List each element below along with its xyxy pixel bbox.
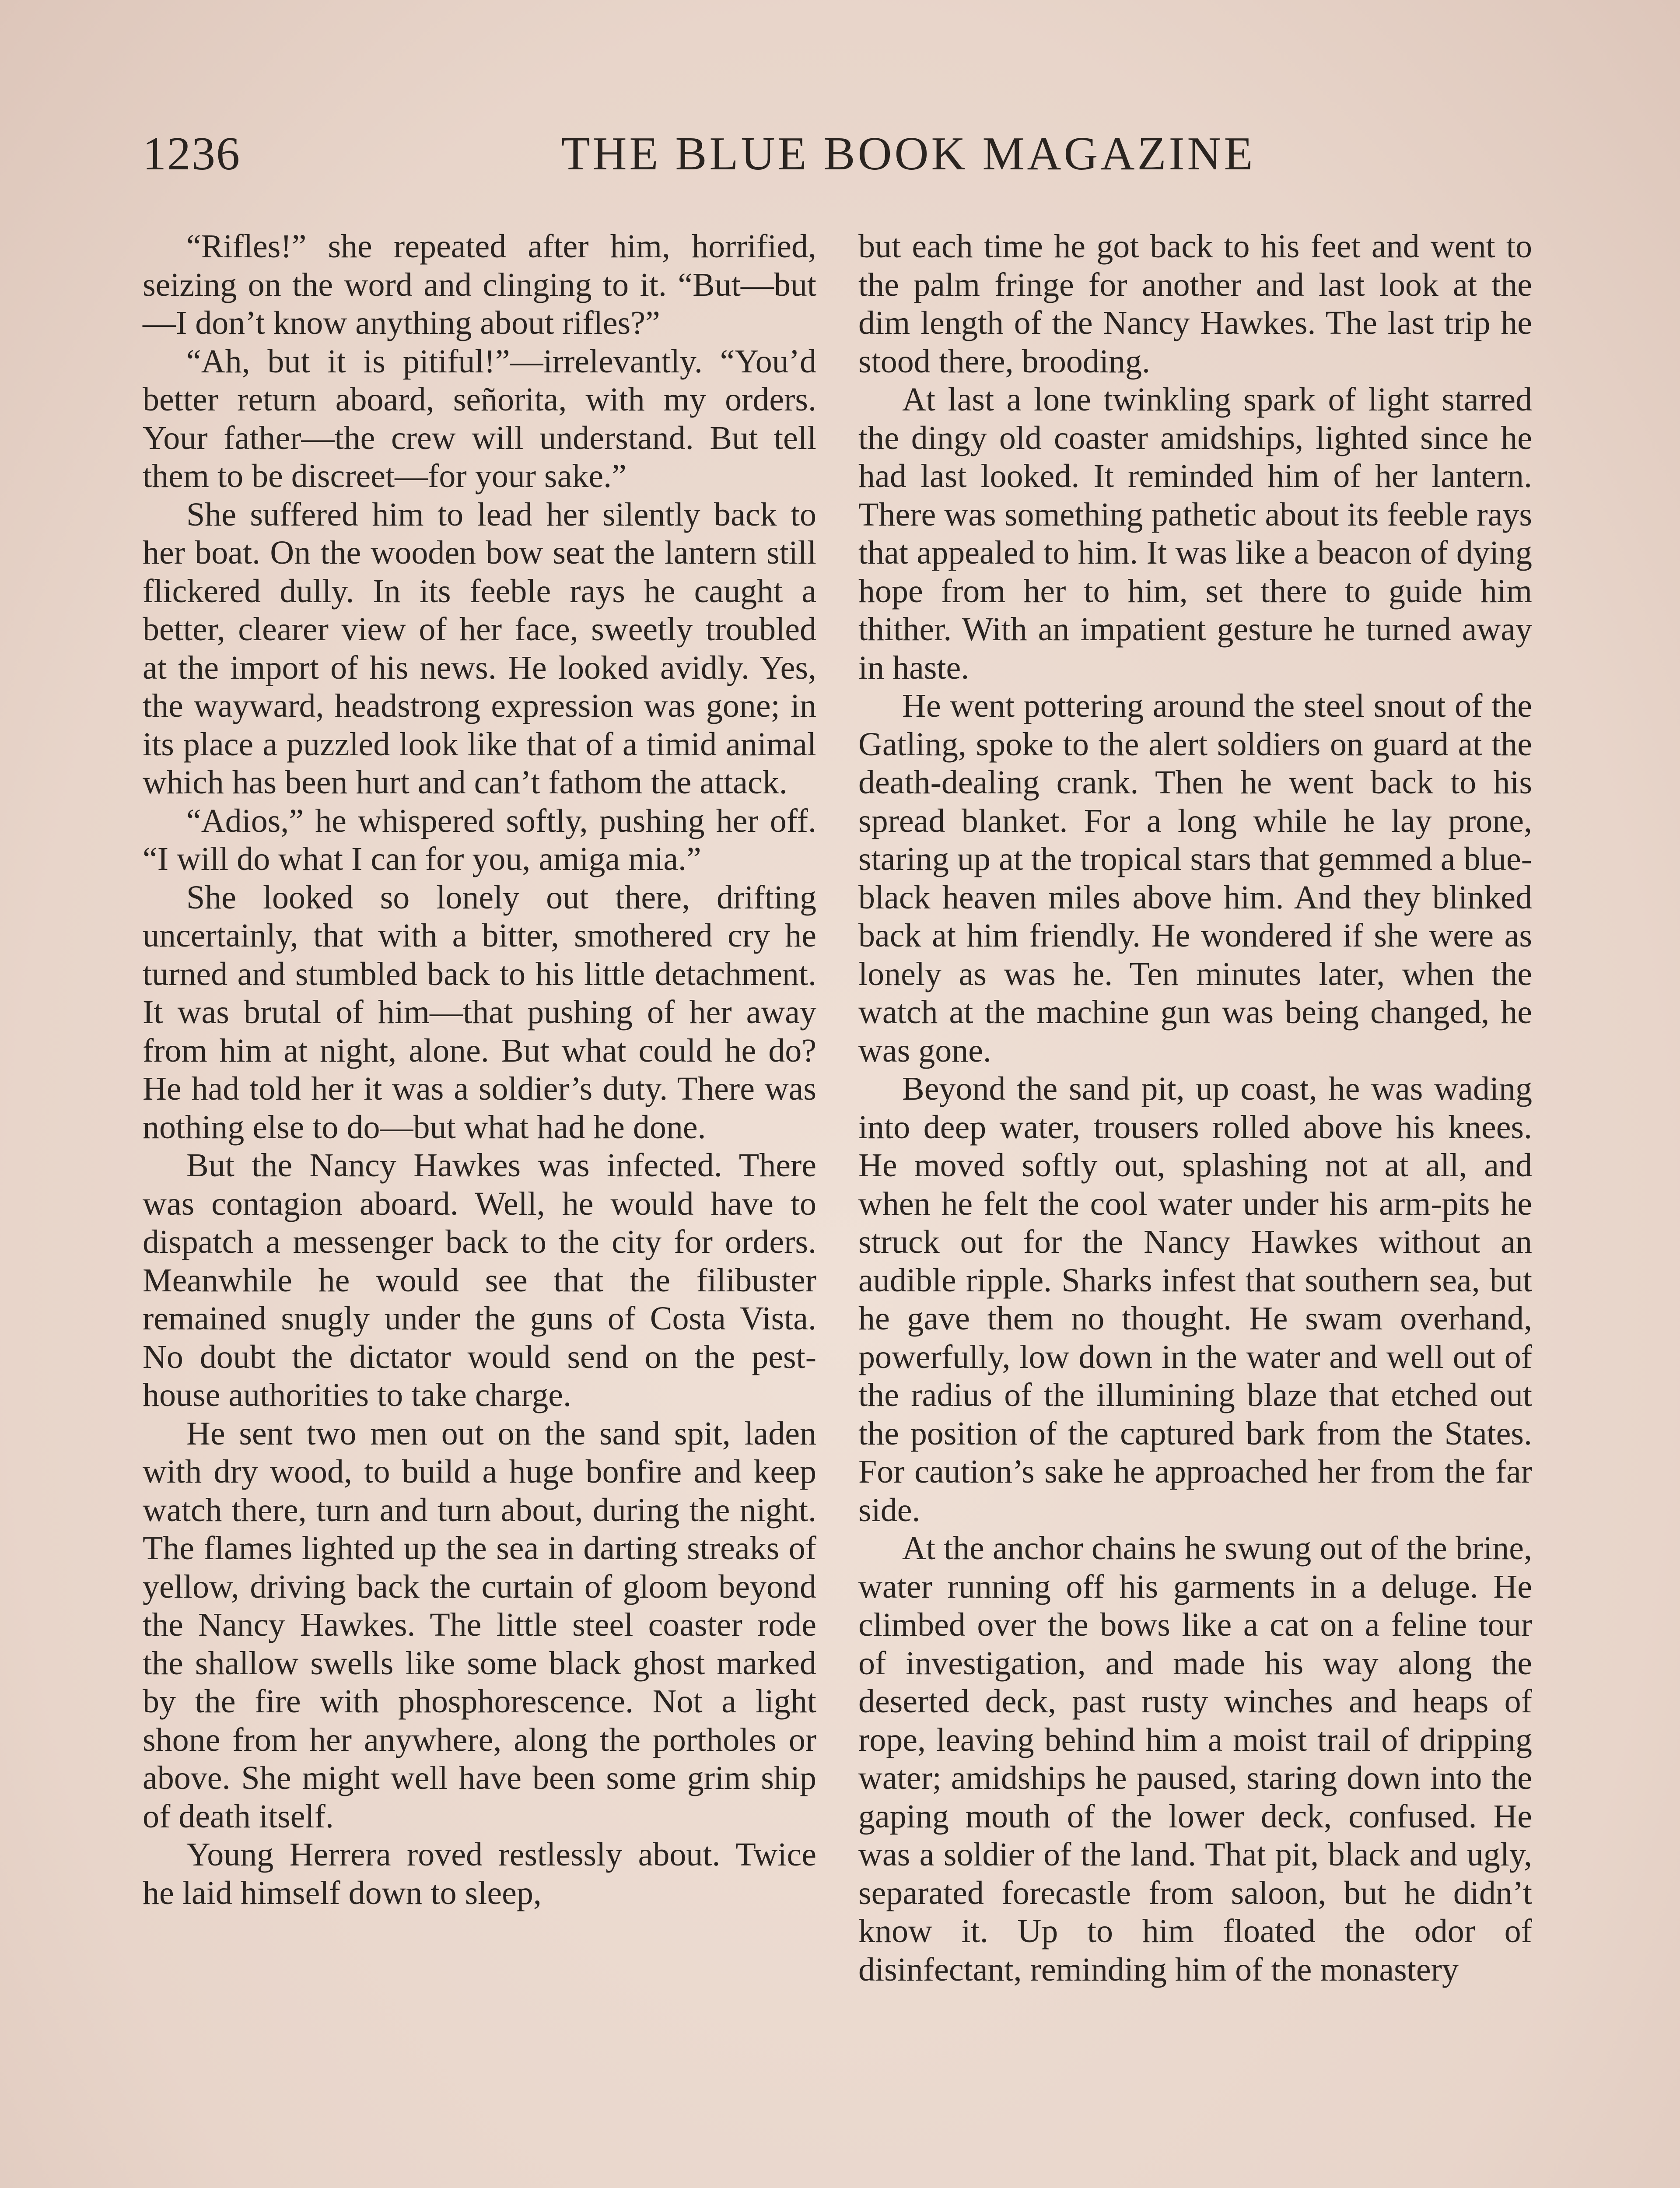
paragraph: She suffered him to lead her silently back to her boat. On the wooden bow seat the lantern still flickered dully. In its feeble rays he caught a better, clearer view of her face, sweetly troubled at the import of his news. He looked avidly. Yes, the wayward, headstrong expression was gone; in its place a puzzled look like that of a timid animal which has been hurt and can’t fathom the attack. <box>143 496 816 801</box>
paragraph: He went pottering around the steel snout of the Gatling, spoke to the alert soldiers on guard at the death-dealing crank. Then he went back to his spread blanket. For a long while he lay prone, staring up at the tropical stars that gemmed a blue-black heaven miles above him. And they blinked back at him friendly. He wondered if she were as lonely as was he. Ten minutes later, when the watch at the machine gun was being changed, he was gone. <box>858 687 1532 1069</box>
paragraph: She looked so lonely out there, drifting uncertainly, that with a bitter, smothered cry he turned and stumbled back to his little detachment. It was brutal of him—that pushing of her away from him at night, alone. But what could he do? He had told her it was a soldier’s duty. There was nothing else to do—but what had he done. <box>143 879 816 1146</box>
paragraph: “Ah, but it is pitiful!”—irrelevantly. “You’d better return aboard, señorita, with my orders. Your father—the crew will understand. But tell them to be discreet—for your sake.” <box>143 343 816 494</box>
magazine-title: THE BLUE BOOK MAGAZINE <box>561 128 1256 180</box>
paragraph: Beyond the sand pit, up coast, he was wading into deep water, trousers rolled above his knees. He moved softly out, splashing not at all, and when he felt the cool water under his arm-pits he struck out for the Nancy Hawkes without an audible ripple. Sharks infest that southern sea, but he gave them no thought. He swam overhand, powerfully, low down in the water and well out of the radius of the illumining blaze that etched out the position of the captured bark from the States. For caution’s sake he approached her from the far side. <box>858 1070 1532 1529</box>
page-header <box>143 127 1543 188</box>
left-column <box>143 228 816 1912</box>
paragraph: “Adios,” he whispered softly, pushing her off. “I will do what I can for you, amiga mia.” <box>143 802 816 877</box>
paragraph: At the anchor chains he swung out of the brine, water running off his garments in a deluge. He climbed over the bows like a cat on a feline tour of investigation, and made his way along the deserted deck, past rusty winches and heaps of rope, leaving behind him a moist trail of dripping water; amidships he paused, staring down into the gaping mouth of the lower deck, confused. He was a soldier of the land. That pit, black and ugly, separated forecastle from saloon, but he didn’t know it. Up to him floated the odor of disinfectant, reminding him of the monastery <box>858 1530 1532 1988</box>
paragraph: But the Nancy Hawkes was infected. There was contagion aboard. Well, he would have to dispatch a messenger back to the city for orders. Meanwhile he would see that the filibuster remained snugly under the guns of Costa Vista. No doubt the dictator would send on the pest-house authorities to take charge. <box>143 1147 816 1413</box>
paragraph: He sent two men out on the sand spit, laden with dry wood, to build a huge bonfire and keep watch there, turn and turn about, during the night. The flames lighted up the sea in darting streaks of yellow, driving back the curtain of gloom beyond the Nancy Hawkes. The little steel coaster rode the shallow swells like some black ghost marked by the fire with phosphorescence. Not a light shone from her anywhere, along the portholes or above. She might well have been some grim ship of death itself. <box>143 1415 816 1835</box>
paragraph: but each time he got back to his feet and went to the palm fringe for another and last look at the dim length of the Nancy Hawkes. The last trip he stood there, brooding. <box>858 228 1532 380</box>
paragraph: At last a lone twinkling spark of light starred the dingy old coaster amidships, lighted since he had last looked. It reminded him of her lantern. There was something pathetic about its feeble rays that appealed to him. It was like a beacon of dying hope from her to him, set there to guide him thither. With an impatient gesture he turned away in haste. <box>858 381 1532 686</box>
right-column <box>858 228 1532 1989</box>
page-number: 1236 <box>143 128 241 180</box>
paragraph: Young Herrera roved restlessly about. Twice he laid himself down to sleep, <box>143 1836 816 1911</box>
paragraph: “Rifles!” she repeated after him, horrified, seizing on the word and clinging to it. “But—but—I don’t know anything about rifles?” <box>143 228 816 341</box>
